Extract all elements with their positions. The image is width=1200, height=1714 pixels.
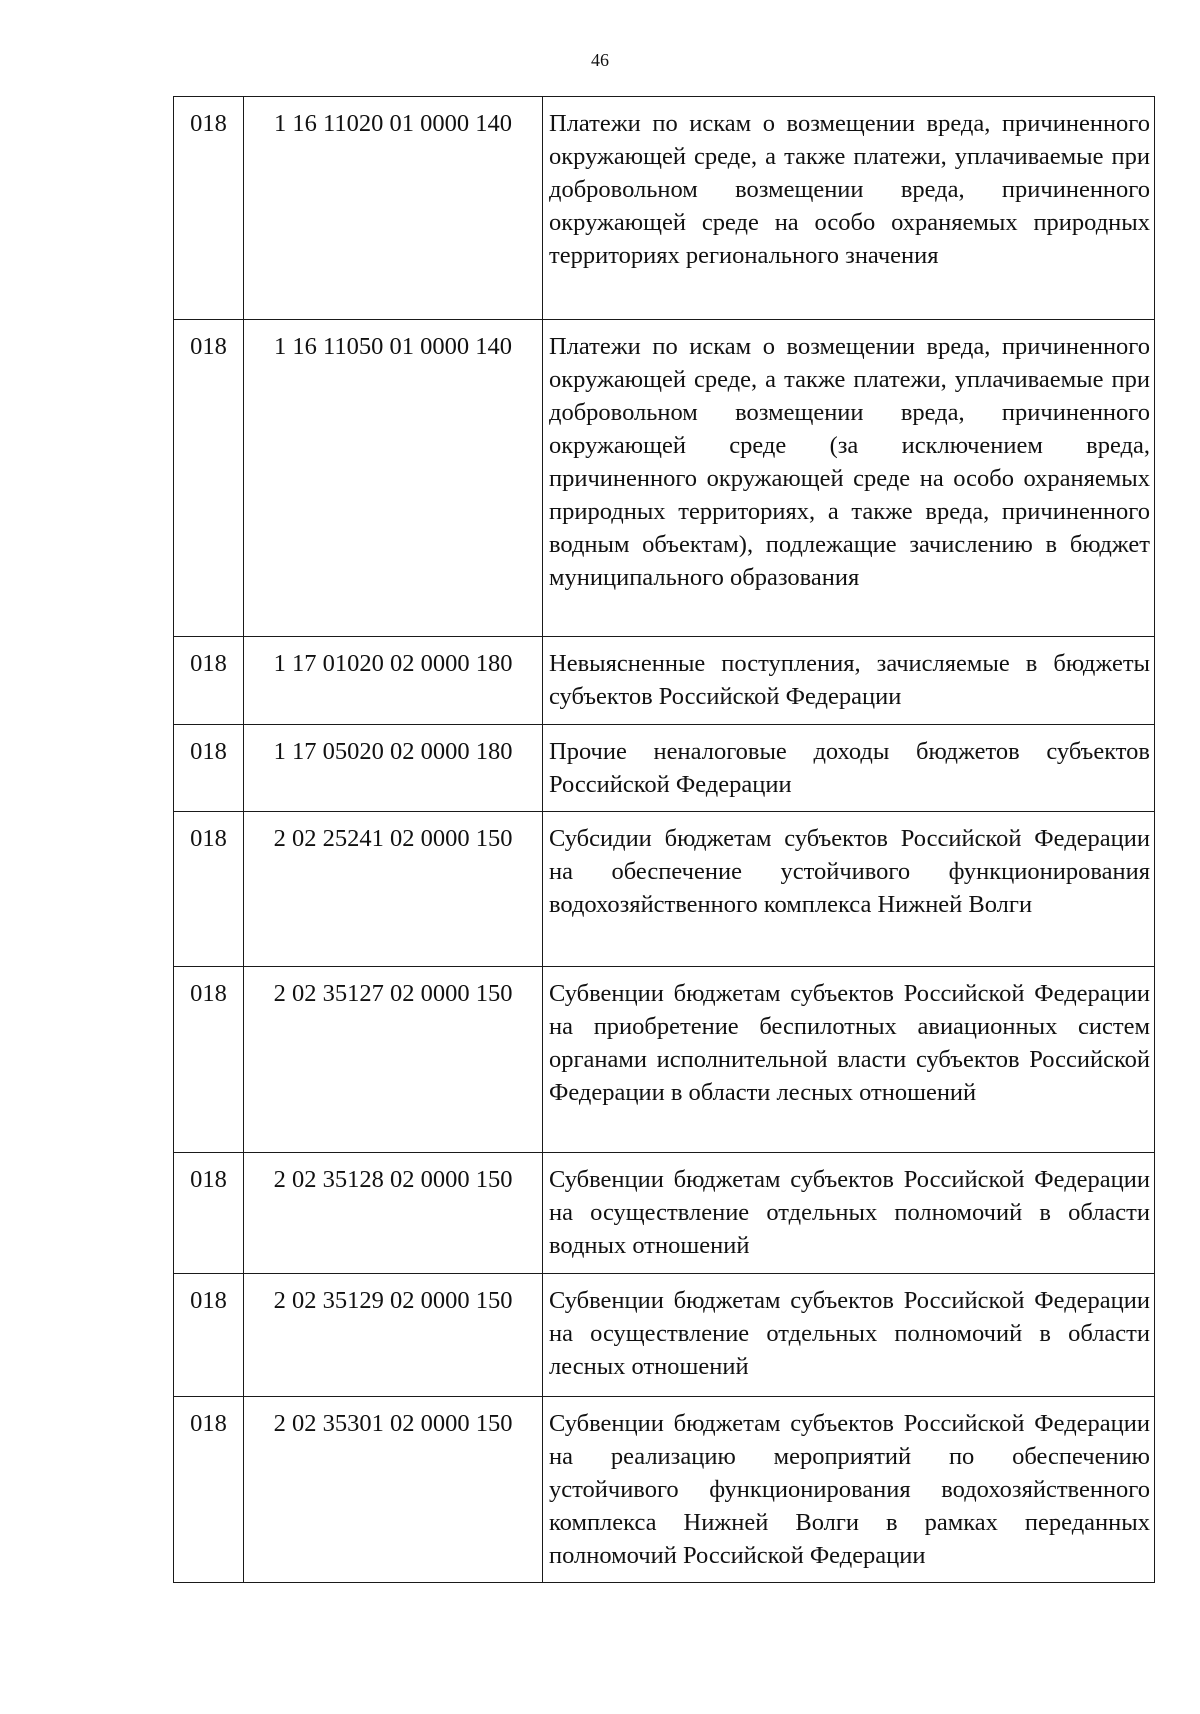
revenue-name-cell: Платежи по искам о возмещении вреда, причиненного окружающей среде, а также платежи, уплачиваемые при добровольном возмещении вреда, причиненного окружающей среде на особо охраняемых природных территориях регионального значения [543,97,1155,320]
budget-code-cell: 1 17 05020 02 0000 180 [244,725,543,812]
budget-code-cell: 1 16 11050 01 0000 140 [244,320,543,637]
table-row [174,1153,1155,1274]
budget-code-cell: 2 02 35127 02 0000 150 [244,967,543,1153]
revenue-name-cell: Субсидии бюджетам субъектов Российской Федерации на обеспечение устойчивого функционирования водохозяйственного комплекса Нижней Волги [543,812,1155,967]
admin-code-cell: 018 [174,725,244,812]
admin-code-cell: 018 [174,320,244,637]
admin-code-cell: 018 [174,967,244,1153]
budget-code-cell: 2 02 35128 02 0000 150 [244,1153,543,1274]
budget-code-cell: 2 02 25241 02 0000 150 [244,812,543,967]
admin-code-cell: 018 [174,1153,244,1274]
table-row [174,812,1155,967]
revenue-name-cell: Прочие неналоговые доходы бюджетов субъектов Российской Федерации [543,725,1155,812]
admin-code-cell: 018 [174,1274,244,1397]
table-row [174,1397,1155,1583]
admin-code-cell: 018 [174,97,244,320]
admin-code-cell: 018 [174,812,244,967]
admin-code-cell: 018 [174,637,244,725]
table-row [174,97,1155,320]
table-row [174,967,1155,1153]
page-number: 46 [591,50,609,70]
table-row [174,1274,1155,1397]
revenue-name-cell: Субвенции бюджетам субъектов Российской Федерации на реализацию мероприятий по обеспечению устойчивого функционирования водохозяйственного комплекса Нижней Волги в рамках переданных полномочий Российской Федерации [543,1397,1155,1583]
revenue-name-cell: Субвенции бюджетам субъектов Российской Федерации на осуществление отдельных полномочий в области лесных отношений [543,1274,1155,1397]
revenue-name-cell: Субвенции бюджетам субъектов Российской Федерации на приобретение беспилотных авиационных систем органами исполнительной власти субъектов Российской Федерации в области лесных отношений [543,967,1155,1153]
table-row [174,637,1155,725]
admin-code-cell: 018 [174,1397,244,1583]
table-row [174,725,1155,812]
budget-code-cell: 2 02 35301 02 0000 150 [244,1397,543,1583]
budget-code-cell: 1 16 11020 01 0000 140 [244,97,543,320]
table-row [174,320,1155,637]
budget-code-cell: 1 17 01020 02 0000 180 [244,637,543,725]
revenue-name-cell: Платежи по искам о возмещении вреда, причиненного окружающей среде, а также платежи, уплачиваемые при добровольном возмещении вреда, причиненного окружающей среде (за исключением вреда, причиненного окружающей среде на особо охраняемых природных территориях, а также вреда, причиненного водным объектам), подлежащие зачислению в бюджет муниципального образования [543,320,1155,637]
revenue-codes-table [173,96,1155,1583]
revenue-name-cell: Невыясненные поступления, зачисляемые в бюджеты субъектов Российской Федерации [543,637,1155,725]
budget-code-cell: 2 02 35129 02 0000 150 [244,1274,543,1397]
revenue-name-cell: Субвенции бюджетам субъектов Российской Федерации на осуществление отдельных полномочий в области водных отношений [543,1153,1155,1274]
